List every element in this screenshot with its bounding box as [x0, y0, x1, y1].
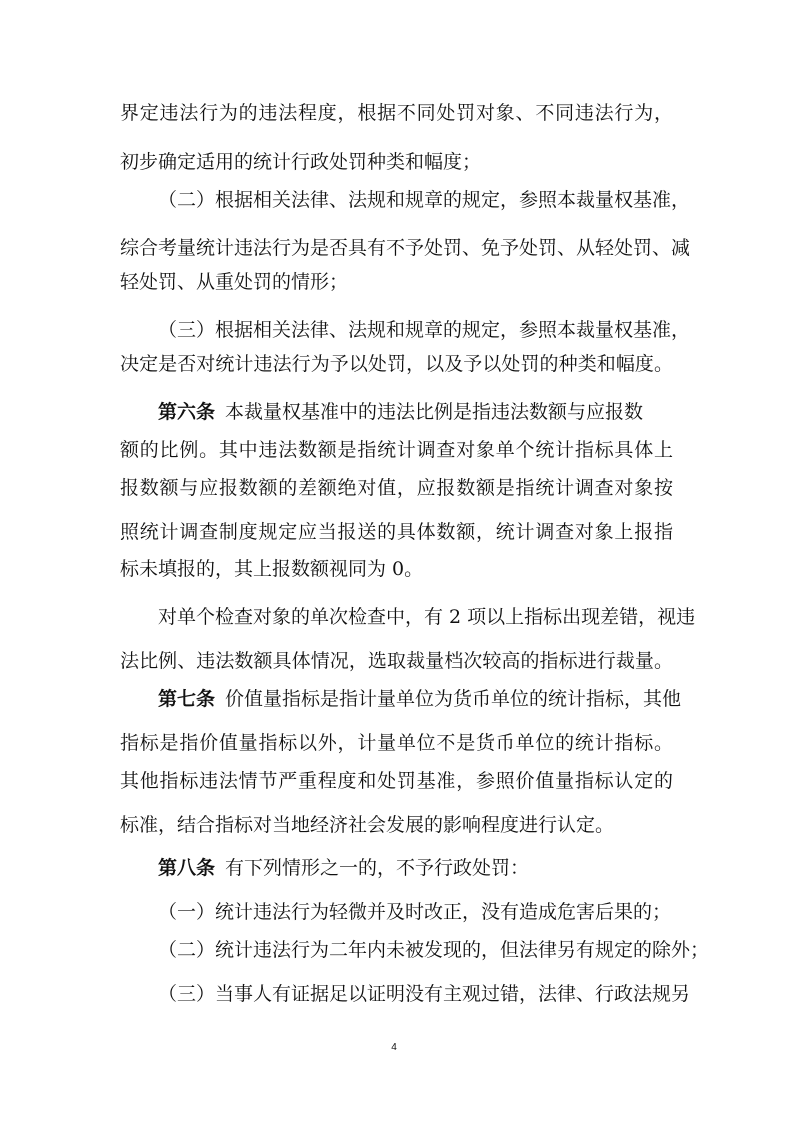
body-line: 指标是指价值量指标以外，计量单位不是货币单位的统计指标。 — [120, 732, 673, 754]
body-line: 报数额与应报数额的差额绝对值，应报数额是指统计调查对象按 — [120, 477, 673, 499]
body-line: 其他指标违法情节严重程度和处罚基准，参照价值量指标认定的 — [120, 770, 673, 792]
page-number: 4 — [391, 1042, 397, 1053]
body-line: 界定违法行为的违法程度，根据不同处罚对象、不同违法行为， — [120, 102, 673, 124]
article-eight-item-one: （一）统计违法行为轻微并及时改正，没有造成危害后果的； — [158, 901, 672, 923]
article-seven-text: 价值量指标是指计量单位为货币单位的统计指标，其他 — [225, 688, 682, 710]
article-seven-title: 第七条 — [158, 688, 216, 710]
body-line: 综合考量统计违法行为是否具有不予处罚、免予处罚、从轻处罚、减 — [120, 237, 691, 259]
clause-two-line: （二）根据相关法律、法规和规章的规定，参照本裁量权基准， — [158, 189, 691, 211]
body-line: 决定是否对统计违法行为予以处罚，以及予以处罚的种类和幅度。 — [120, 353, 673, 375]
article-seven-first-line — [158, 687, 682, 711]
article-eight-item-three: （三）当事人有证据足以证明没有主观过错，法律、行政法规另 — [158, 983, 691, 1005]
body-line: 初步确定适用的统计行政处罚种类和幅度； — [120, 151, 482, 173]
body-line: 标未填报的，其上报数额视同为 0。 — [120, 558, 424, 580]
article-eight-text: 有下列情形之一的，不予行政处罚： — [225, 857, 530, 879]
clause-three-line: （三）根据相关法律、法规和规章的规定，参照本裁量权基准， — [158, 319, 691, 341]
single-check-line: 对单个检查对象的单次检查中，有 2 项以上指标出现差错，视违 — [158, 606, 696, 628]
body-line: 法比例、违法数额具体情况，选取裁量档次较高的指标进行裁量。 — [120, 650, 673, 672]
article-eight-first-line — [158, 856, 673, 880]
article-six-first-line — [158, 400, 673, 424]
article-eight-item-two: （二）统计违法行为二年内未被发现的，但法律另有规定的除外； — [158, 939, 710, 961]
body-line: 标准，结合指标对当地经济社会发展的影响程度进行认定。 — [120, 814, 615, 836]
body-line: 轻处罚、从重处罚的情形； — [120, 271, 349, 293]
article-eight-title: 第八条 — [158, 857, 216, 879]
article-six-title: 第六条 — [158, 401, 216, 423]
article-six-text: 本裁量权基准中的违法比例是指违法数额与应报数 — [225, 401, 644, 423]
body-line: 照统计调查制度规定应当报送的具体数额，统计调查对象上报指 — [120, 521, 673, 543]
body-line: 额的比例。其中违法数额是指统计调查对象单个统计指标具体上 — [120, 439, 673, 461]
